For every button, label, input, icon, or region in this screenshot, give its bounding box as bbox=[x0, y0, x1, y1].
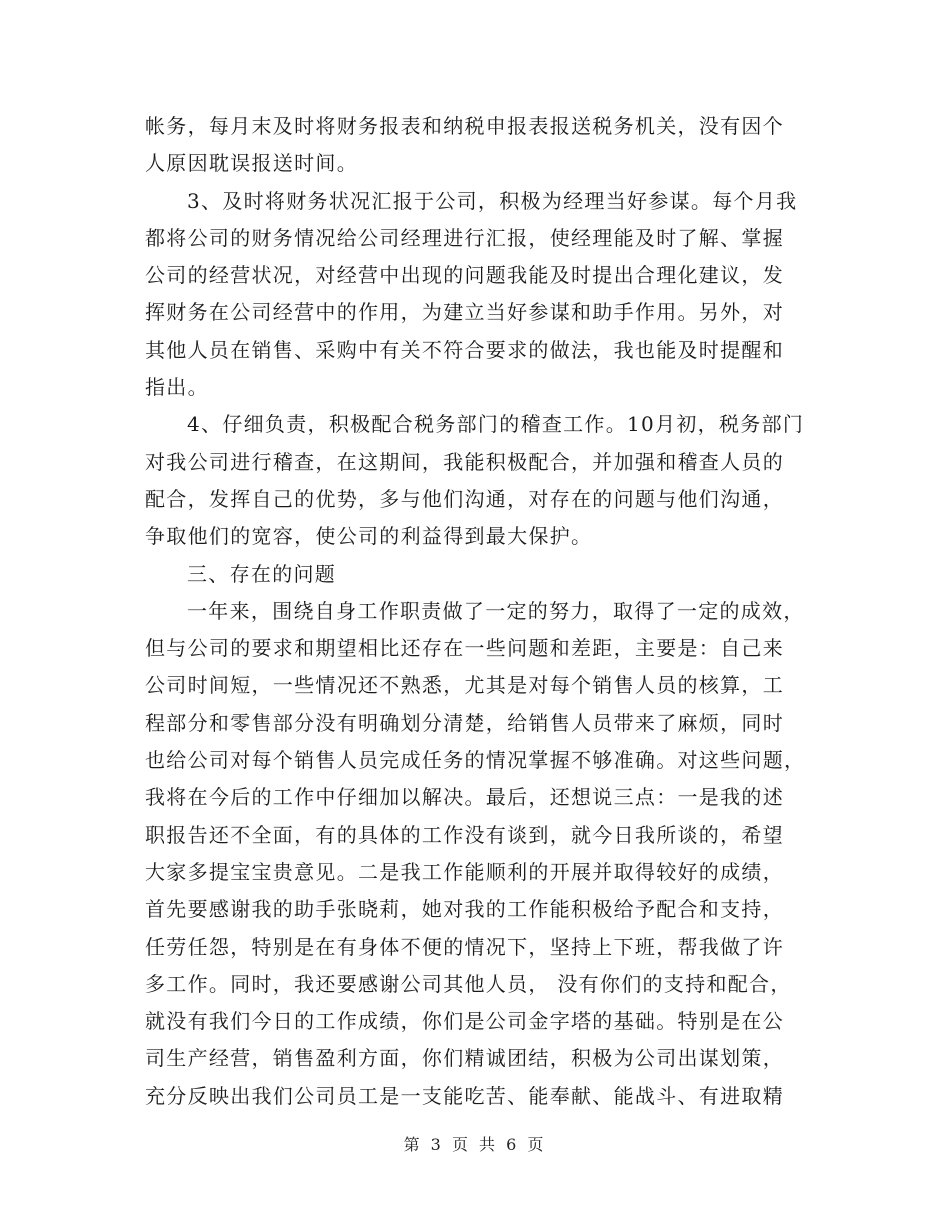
text-line: 3、及时将财务状况汇报于公司，积极为经理当好参谋。每个月我 bbox=[187, 188, 798, 213]
text-line: 其他人员在销售、采购中有关不符合要求的做法，我也能及时提醒和 bbox=[145, 337, 784, 362]
text-line: 公司时间短，一些情况还不熟悉，尤其是对每个销售人员的核算，工 bbox=[145, 673, 784, 698]
text-line: 但与公司的要求和期望相比还存在一些问题和差距，主要是：自己来 bbox=[145, 636, 784, 661]
text-line: 充分反映出我们公司员工是一支能吃苦、能奉献、能战斗、有进取精 bbox=[145, 1083, 784, 1108]
text-line: 首先要感谢我的助手张晓莉，她对我的工作能积极给予配合和支持， bbox=[145, 897, 784, 922]
text-line: 程部分和零售部分没有明确划分清楚，给销售人员带来了麻烦，同时 bbox=[145, 710, 784, 735]
page-number: 第 3 页 共 6 页 bbox=[403, 1135, 547, 1154]
text-line: 也给公司对每个销售人员完成任务的情况掌握不够准确。对这些问题， bbox=[145, 748, 806, 773]
text-line: 对我公司进行稽查，在这期间，我能积极配合，并加强和稽查人员的 bbox=[145, 449, 784, 474]
text-line: 大家多提宝宝贵意见。二是我工作能顺利的开展并取得较好的成绩， bbox=[145, 859, 784, 884]
text-line: 人原因耽误报送时间。 bbox=[145, 151, 358, 176]
text-line: 挥财务在公司经营中的作用，为建立当好参谋和助手作用。另外，对 bbox=[145, 300, 784, 325]
text-line: 就没有我们今日的工作成绩，你们是公司金字塔的基础。特别是在公 bbox=[145, 1009, 784, 1034]
text-line: 配合，发挥自己的优势，多与他们沟通，对存在的问题与他们沟通， bbox=[145, 486, 784, 511]
text-line: 一年来，围绕自身工作职责做了一定的努力，取得了一定的成效， bbox=[187, 598, 805, 623]
text-line: 帐务，每月末及时将财务报表和纳税申报表报送税务机关，没有因个 bbox=[145, 114, 784, 138]
text-line: 职报告还不全面，有的具体的工作没有谈到，就今日我所谈的，希望 bbox=[145, 822, 784, 847]
section-heading: 三、存在的问题 bbox=[187, 561, 337, 586]
text-line: 司生产经营，销售盈利方面，你们精诚团结，积极为公司出谋划策， bbox=[145, 1046, 784, 1071]
text-line: 多工作。同时，我还要感谢公司其他人员， 没有你们的支持和配合， bbox=[145, 971, 792, 996]
document-body bbox=[145, 108, 815, 1115]
text-line: 我将在今后的工作中仔细加以解决。最后，还想说三点：一是我的述 bbox=[145, 785, 784, 810]
text-line: 都将公司的财务情况给公司经理进行汇报，使经理能及时了解、掌握 bbox=[145, 225, 784, 250]
text-line: 争取他们的宽容，使公司的利益得到最大保护。 bbox=[145, 524, 593, 549]
text-line: 公司的经营状况，对经营中出现的问题我能及时提出合理化建议，发 bbox=[145, 263, 784, 288]
text-line: 任劳任怨，特别是在有身体不便的情况下，坚持上下班，帮我做了许 bbox=[145, 934, 784, 959]
text-line: 指出。 bbox=[145, 375, 209, 400]
text-line: 4、仔细负责，积极配合税务部门的稽查工作。10月初，税务部门 bbox=[187, 412, 805, 437]
